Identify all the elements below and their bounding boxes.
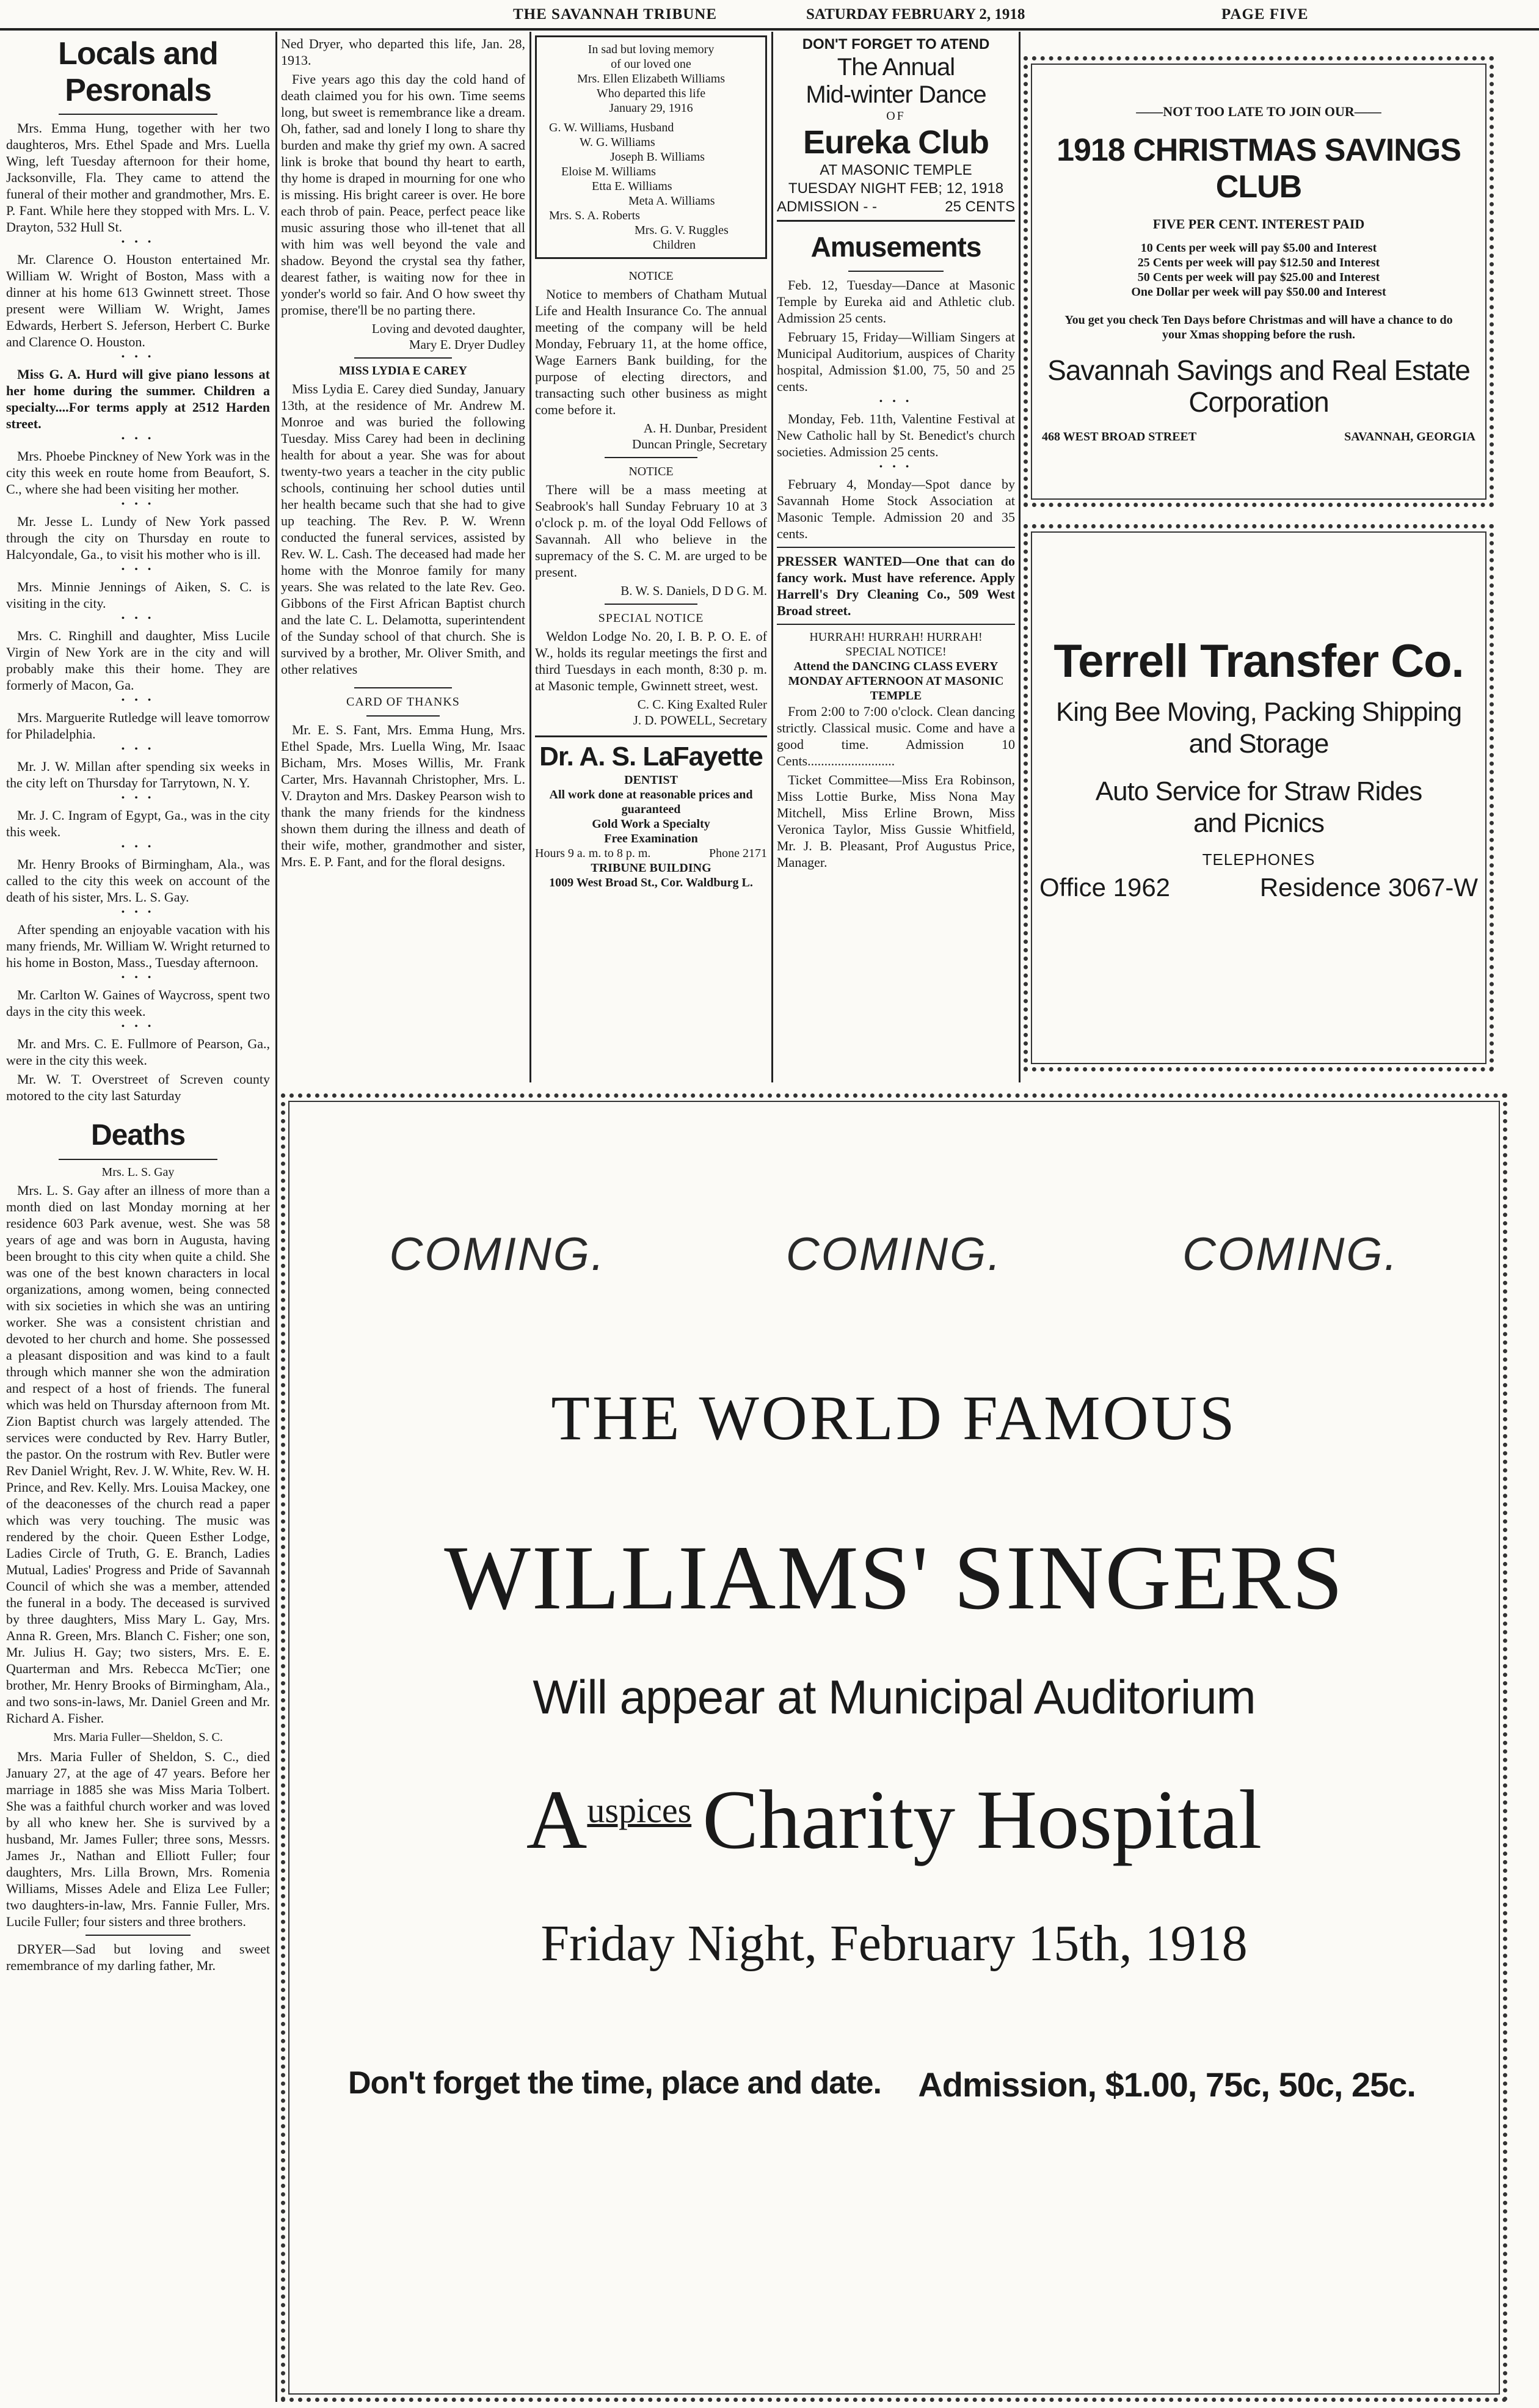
ticket-committee: Ticket Committee—Miss Era Robinson, Miss Lottie Burke, Miss Nona May Mitchell, Miss Erline Brown, Miss Veronica Taylor, Miss Gussie Whitfield, Mr. J. B. Pleasant, Prof Augustus Price, Manager.: [777, 772, 1015, 870]
memory-name: Meta A. Williams: [628, 194, 715, 208]
special-text: Weldon Lodge No. 20, I. B. P. O. E. of W., holds its regular meetings the first and third Tuesdays in each month, 8:30 p. m. at Masonic temple, Gwinnett street, west.: [535, 629, 767, 693]
hurrah: HURRAH! HURRAH! HURRAH!: [809, 630, 983, 644]
amusement-item: Feb. 12, Tuesday—Dance at Masonic Temple by Eureka aid and Athletic club. Admission 25 cents.: [777, 277, 1015, 326]
savings-top: ——NOT TOO LATE TO JOIN OUR——: [1136, 104, 1381, 119]
dentist-building: TRIBUNE BUILDING: [591, 861, 711, 875]
memory-box: [535, 35, 767, 259]
dance-price: 25 CENTS: [945, 199, 1015, 215]
fuller-title: Mrs. Maria Fuller—Sheldon, S. C.: [53, 1731, 223, 1744]
amusements-rule: [777, 547, 1015, 548]
locals-item: Mrs. Emma Hung, together with her two daughteros, Mrs. Ethel Spade and Mrs. Luella Wing, left Tuesday afternoon for their home, Jacksonville, Fla. They came to attend the funeral of their mother and grandmother, Mrs. E. P. Fant. While here they stopped with Mrs. L. V. Drayton, 532 Hull St.: [6, 120, 270, 235]
memory-line: Who departed this life: [596, 87, 706, 100]
dance-line6: AT MASONIC TEMPLE: [820, 162, 972, 178]
dance-ad: [777, 35, 1015, 222]
savings-address-row: [1038, 430, 1479, 444]
savings-content: [1038, 104, 1479, 495]
col2-rule: [354, 357, 452, 359]
savings-city: SAVANNAH, GEORGIA: [1344, 430, 1475, 443]
locals-heading-rule: [59, 114, 217, 115]
memory-name: Etta E. Williams: [592, 180, 672, 193]
column-rule-4: [1019, 32, 1021, 1082]
item-divider: • • •: [121, 695, 155, 706]
item-divider: • • •: [121, 499, 155, 509]
locals-item: Mr. J. C. Ingram of Egypt, Ga., was in the city this week.: [6, 808, 270, 839]
dance-line7: TUESDAY NIGHT FEB; 12, 1918: [788, 180, 1004, 197]
singers-content: [299, 1112, 1489, 2388]
coming-row: [299, 1228, 1489, 1281]
savings-top-text: NOT TOO LATE TO JOIN OUR: [1163, 104, 1355, 119]
savings-note: You get you check Ten Days before Christmas and will have a chance to do your Xmas shopping before the rush.: [1064, 313, 1453, 341]
locals-item: Mr. W. T. Overstreet of Screven county motored to the city last Saturday: [6, 1071, 270, 1103]
savings-address: 468 WEST BROAD STREET: [1042, 430, 1197, 443]
masthead-rule: [0, 28, 1539, 31]
terrell-tel: TELEPHONES: [1202, 850, 1315, 869]
notice2-heading: NOTICE: [628, 465, 674, 478]
locals-item: Mr. J. W. Millan after spending six weeks in the city left on Thursday for Tarrytown, N. Y.: [6, 759, 270, 790]
locals-item: After spending an enjoyable vacation with his many friends, Mr. William W. Wright returned to his home in Boston, Mass., Tuesday afternoon.: [6, 922, 270, 970]
terrell-line: Auto Service for Straw Rides: [1095, 776, 1422, 806]
dance-line4: OF: [886, 109, 906, 123]
column-rule-1: [275, 32, 277, 2402]
gay-obituary: Mrs. L. S. Gay after an illness of more than a month died on last Monday morning at her residence 603 Park avenue, west. She was 58 years of age and was born in Augusta, having been brought to this city when quite a child. She was one of the best known characters in local organizations, among women, being connected with six societies in which she was an untiring worker. She was a consistent christian and devoted to her church and home. She possessed a pleasant disposition and was kind to a fault through which manner she won the admiration and respect of a host of friends. The funeral which was held on Thursday afternoon from Mt. Zion Baptist church was largely attended. The services were conducted by Rev. Harry Butler, the pastor. On the rostrum with Rev. Butler were Rev Daniel Wright, Rev. J. W. White, Rev. W. H. Prince, and Rev. Kelly. Mrs. Louisa Mackey, one of the deaconesses of the church read a paper which was very touching. The music was rendered by the choir. Queen Esther Lodge, Ladies Circle of Truth, G. E. Branch, Ladies Mutual, Ladies' Progress and Pride of Savannah Council of which she was a member, attended the funeral in a body. The deceased is survived by three daughters, Miss Mary L. Gay, Mrs. Anna R. Green, Mrs. Blanch C. Fisher; one son, Mr. Julius H. Gay; two sisters, Mrs. E. E. Quarterman and Mrs. Rebecca McTier; one brother, Mr. Henry Brooks of Birmingham, Ala., and two sons-in-laws, Mr. Daniel Green and Mr. Richard A. Fisher.: [6, 1183, 270, 1726]
col3-rule: [605, 457, 697, 458]
presser-ad: PRESSER WANTED—One that can do fancy work. Must have reference. Apply Harrell's Dry Cleaning Co., 509 West Broad street.: [777, 553, 1015, 618]
notice1-sign2: Duncan Pringle, Secretary: [631, 437, 767, 451]
savings-title: 1918 CHRISTMAS SAVINGS CLUB: [1057, 133, 1461, 205]
savings-rate: One Dollar per week will pay $50.00 and Interest: [1131, 285, 1386, 299]
notice2-sign: B. W. S. Daniels, D D G. M.: [620, 583, 767, 598]
locals-item: Mr. Clarence O. Houston entertained Mr. William W. Wright of Boston, Mass with a dinner at his home 613 Gwinnett street. Those present were William W. Wright, James Edwards, Herbert S. Jeferson, Herbert C. Burke and Clarence O. Houston.: [6, 252, 270, 349]
locals-item: Mr. Henry Brooks of Birmingham, Ala., was called to the city this week on account of the death of his sister, Mrs. L. S. Gay.: [6, 856, 270, 905]
masthead-paper: THE SAVANNAH TRIBUNE: [513, 6, 717, 23]
amusement-item: Monday, Feb. 11th, Valentine Festival at New Catholic hall by St. Benedict's church societies. Admission 25 cents.: [777, 411, 1015, 459]
terrell-line: King Bee Moving, Packing Shipping: [1055, 697, 1462, 727]
special-notice-banner: SPECIAL NOTICE!: [845, 645, 947, 659]
dentist-line: All work done at reasonable prices and guaranteed: [549, 788, 753, 816]
deaths-heading: Deaths: [90, 1119, 186, 1151]
dryer-sign2: Mary E. Dryer Dudley: [409, 337, 525, 352]
dance-line1: DON'T FORGET TO ATEND: [802, 36, 990, 53]
terrell-name: Terrell Transfer Co.: [1053, 635, 1464, 687]
dance-admission-row: [777, 198, 1015, 216]
carey-obituary: Miss Lydia E. Carey died Sunday, January 13th, at the residence of Mr. Andrew M. Monroe and was buried the following Tuesday. Miss Carey had been in declining health for about a year. She was for about twenty-two years a teacher in the city public schools, continuing her school duties until her health became such that she had to give up teaching. The Rev. P. W. Wrenn conducted the funeral services, assisted by Rev. W. L. Cash. The deceased had made her home with the Monroe family for many years. She was related to the late Rev. Geo. Gibbons of the First African Baptist church and the late C. L. Delamotta, superintendent of the Sunday school of that church. She is survived by a brother, Mr. Oliver Smith, and other relatives: [281, 381, 525, 677]
item-divider: • • •: [121, 907, 155, 918]
singers-footer: [299, 2065, 1489, 2104]
charity-hospital: Charity Hospital: [702, 1773, 1262, 1866]
notice1-heading: NOTICE: [628, 269, 674, 283]
dance-club: Eureka Club: [802, 124, 989, 161]
dryer-tail: DRYER—Sad but loving and sweet remembrance of my darling father, Mr.: [6, 1941, 270, 1973]
memory-line: January 29, 1916: [609, 101, 693, 115]
terrell-office: Office 1962: [1039, 873, 1171, 902]
carey-title: MISS LYDIA E CAREY: [339, 364, 467, 378]
item-divider: • • •: [121, 842, 155, 852]
notice2-text: There will be a mass meeting at Seabrook's hall Sunday February 10 at 3 o'clock p. m. of the loyal Odd Fellows of Savannah. All who believe in the supremacy of the S. C. M. are urged to be present.: [535, 482, 767, 580]
col2-rule: [366, 715, 440, 717]
item-divider: • • •: [121, 972, 155, 983]
locals-item: Mrs. Minnie Jennings of Aiken, S. C. is visiting in the city.: [6, 579, 270, 611]
terrell-phones-row: [1038, 873, 1479, 902]
item-divider: • • •: [121, 744, 155, 754]
dancing-class: Attend the DANCING CLASS EVERY MONDAY AFTERNOON AT MASONIC TEMPLE: [788, 660, 1004, 702]
memory-line: Mrs. Ellen Elizabeth Williams: [577, 72, 726, 86]
dance-admission: ADMISSION - -: [777, 199, 878, 215]
special-sign1: C. C. King Exalted Ruler: [637, 697, 767, 712]
savings-corp1: Savannah Savings and Real Estate: [1047, 354, 1470, 386]
singers-admission: Admission, $1.00, 75c, 50c, 25c.: [918, 2065, 1416, 2104]
memory-name: Joseph B. Williams: [610, 150, 705, 164]
dryer-poem: Five years ago this day the cold hand of death claimed you for his own. Time seems long, but sweet is remembrance like a dream. Oh, father, sad and lonely I long to share thy burden and make thy grief my own. A sacred link is broke that bound thy heart to earth, thy home is draped in mourning for one who is missing. His bright career is over. He bore each throb of pain. Peace, perfect peace like music assuring those who ill-tenet that all with him was well beyond the vale and shadow. Beyond the crystal sea thy father, dearest father, is waiting now for thee in yonder's world so fair. And O how sweet thy promise, there'll be no parting there.: [281, 71, 525, 318]
memory-name: G. W. Williams, Husband: [549, 121, 674, 134]
savings-rate: 25 Cents per week will pay $12.50 and Interest: [1137, 256, 1380, 269]
terrell-residence: Residence 3067-W: [1259, 873, 1478, 902]
amusements-heading: Amusements: [810, 231, 981, 263]
col3-rule: [605, 604, 697, 605]
auspices-line: [299, 1765, 1489, 1866]
notice1-text: Notice to members of Chatham Mutual Life and Health Insurance Co. The annual meeting of the company will be held Monday, February 11, at the home office, Wage Earners Bank building, for the purpose of electing directors, and transacting such other business as might come before it.: [535, 286, 767, 417]
savings-rate: 10 Cents per week will pay $5.00 and Interest: [1140, 241, 1377, 255]
auspices-small: uspices: [587, 1790, 692, 1830]
special-heading: SPECIAL NOTICE: [598, 611, 704, 625]
dentist-name: Dr. A. S. LaFayette: [539, 742, 763, 772]
coming-text: COMING.: [785, 1228, 1003, 1280]
column-rule-2: [529, 32, 531, 1082]
column-four: [777, 35, 1015, 1082]
thanks-title: CARD OF THANKS: [346, 695, 460, 709]
coming-text: COMING.: [1182, 1228, 1399, 1280]
amusements-rule: [777, 624, 1015, 625]
dentist-hours-row: [535, 846, 767, 861]
dancing-class-text: From 2:00 to 7:00 o'clock. Clean dancing strictly. Classical music. Come and have a good time. Admission 10 Cents..........................: [777, 704, 1015, 768]
terrell-content: [1038, 635, 1479, 1020]
notice1-sign1: A. H. Dunbar, President: [643, 421, 767, 436]
memory-name: Mrs. G. V. Ruggles: [635, 224, 729, 237]
terrell-line: and Storage: [1188, 729, 1329, 759]
locals-item: Mr. Carlton W. Gaines of Waycross, spent two days in the city this week.: [6, 987, 270, 1019]
locals-item: Mr. and Mrs. C. E. Fullmore of Pearson, Ga., were in the city this week.: [6, 1036, 270, 1068]
singers-forget: Don't forget the time, place and date.: [348, 2065, 881, 2101]
locals-column: [6, 35, 270, 2403]
dentist-line: Free Examination: [604, 832, 698, 845]
item-divider: • • •: [879, 396, 913, 407]
dentist-title: DENTIST: [624, 773, 678, 787]
item-divider: • • •: [121, 613, 155, 624]
singers-name: WILLIAMS' SINGERS: [444, 1527, 1344, 1629]
locals-item: Mrs. Marguerite Rutledge will leave tomorrow for Philadelphia.: [6, 710, 270, 742]
fuller-obituary: Mrs. Maria Fuller of Sheldon, S. C., died January 27, at the age of 47 years. Before her marriage in 1885 she was Miss Maria Tolbert. She was a faithful church worker and was loved by all who knew her. She is survived by a husband, Mr. James Fuller; three sons, Messrs. James Jr., Nathan and Elliott Fuller; four daughters, Mrs. Lilla Brown, Mrs. Romenia Williams, Misses Adele and Eliza Lee Fuller; two daughters-in-law, Mrs. Fannie Fuller, Mrs. Lucile Fuller; four sisters and three brothers.: [6, 1749, 270, 1929]
column-rule-3: [771, 32, 773, 1082]
item-divider: • • •: [121, 1021, 155, 1032]
dryer-continued: Ned Dryer, who departed this life, Jan. 28, 1913.: [281, 36, 525, 68]
dance-line3: Mid-winter Dance: [806, 81, 986, 108]
dance-line2: The Annual: [837, 54, 955, 81]
dentist-address: 1009 West Broad St., Cor. Waldburg L.: [549, 876, 753, 889]
memory-line: of our loved one: [611, 57, 691, 71]
dentist-phone: Phone 2171: [709, 847, 767, 860]
terrell-line: and Picnics: [1193, 808, 1324, 838]
special-sign2: J. D. POWELL, Secretary: [633, 713, 767, 728]
masthead: [0, 2, 1539, 27]
world-famous: THE WORLD FAMOUS: [551, 1383, 1237, 1453]
item-divider: • • •: [879, 462, 913, 472]
savings-corp2: Corporation: [1188, 386, 1329, 418]
deaths-heading-rule: [59, 1159, 217, 1160]
dentist-line: Gold Work a Specialty: [592, 817, 710, 831]
coming-text: COMING.: [389, 1228, 606, 1280]
amusement-item: February 4, Monday—Spot dance by Savannah Home Stock Association at Masonic Temple. Admission 20 and 35 cents.: [777, 476, 1015, 541]
item-divider: • • •: [121, 352, 155, 362]
gay-title: Mrs. L. S. Gay: [101, 1166, 175, 1179]
col2-rule: [354, 687, 452, 688]
locals-list: [6, 120, 270, 1104]
masthead-date: SATURDAY FEBRUARY 2, 1918: [806, 6, 1025, 23]
deaths-rule: [86, 1935, 191, 1936]
memory-name: Mrs. S. A. Roberts: [549, 209, 640, 222]
locals-heading: Locals and Pesronals: [58, 36, 218, 108]
thanks-text: Mr. E. S. Fant, Mrs. Emma Hung, Mrs. Ethel Spade, Mrs. Luella Wing, Mr. Isaac Bicham, Mrs. Moses Willis, Mr. Frank Carter, Mrs. Havannah Christopher, Mrs. L. V. Drayton and Mrs. Daskey Pearson wish to thank the many friends for the kindness shown them during the illness and death of their wife, mother, grandmother and sister, Mrs. E. P. Fant, and for the floral designs.: [281, 722, 525, 869]
savings-rate: 50 Cents per week will pay $25.00 and Interest: [1137, 271, 1380, 284]
column-three: [535, 35, 767, 1082]
item-divider: • • •: [121, 237, 155, 247]
dentist-ad: [535, 735, 767, 890]
savings-sub: FIVE PER CENT. INTEREST PAID: [1152, 216, 1365, 232]
item-divider: • • •: [121, 564, 155, 575]
masthead-page: PAGE FIVE: [1221, 6, 1309, 23]
memory-name: Eloise M. Williams: [561, 165, 656, 178]
singers-appear: Will appear at Municipal Auditorium: [533, 1670, 1256, 1724]
memory-name: W. G. Williams: [580, 136, 655, 149]
column-two: [281, 35, 525, 1082]
amusement-item: February 15, Friday—William Singers at Municipal Auditorium, auspices of Charity hospital, Admission $1.00, 75, 50 and 25 cents.: [777, 329, 1015, 394]
item-divider: • • •: [121, 434, 155, 444]
memory-name: Children: [653, 238, 696, 252]
locals-item: Mrs. Phoebe Pinckney of New York was in the city this week en route home from Beaufort, S. C., where she had been visiting her mother.: [6, 448, 270, 497]
locals-item: Mr. Jesse L. Lundy of New York passed through the city on Thursday en route to Halcyondale, Ga., to visit his mother who is ill.: [6, 514, 270, 562]
locals-item: Miss G. A. Hurd will give piano lessons at her home during the summer. Children a specialty....For terms apply at 2512 Harden street.: [6, 367, 270, 431]
singers-date: Friday Night, February 15th, 1918: [540, 1915, 1248, 1972]
amusements-rule: [848, 271, 944, 272]
auspices-a: A: [526, 1773, 588, 1866]
dentist-hours: Hours 9 a. m. to 8 p. m.: [535, 847, 651, 860]
memory-line: In sad but loving memory: [588, 43, 715, 56]
locals-item: Mrs. C. Ringhill and daughter, Miss Lucile Virgin of New York are in the city and will probably make this their home. They are formerly of Macon, Ga.: [6, 628, 270, 693]
item-divider: • • •: [121, 793, 155, 803]
dryer-sign1: Loving and devoted daughter,: [371, 321, 525, 336]
